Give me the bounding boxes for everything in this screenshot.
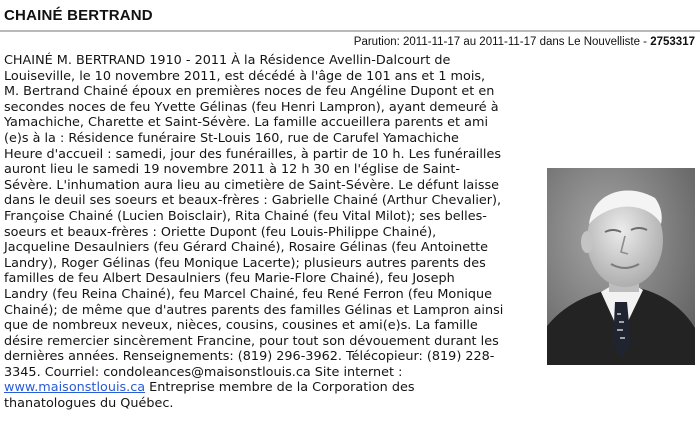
obituary-line: CHAINÉ M. BERTRAND 1910 - 2011 À la Résidence Avellin-Dalcourt de — [4, 53, 451, 68]
obituary-line: (e)s à la : Résidence funéraire St-Louis 160, rue de Carufel Yamachiche — [4, 130, 459, 146]
obituary-line: Chainé); de même que d'autres parents des familles Gélinas et Lampron ainsi — [4, 302, 504, 318]
deceased-portrait-photo — [547, 168, 695, 365]
portrait-illustration — [547, 168, 695, 365]
obituary-line: soeurs et beaux-frères : Oriette Dupont (feu Louis-Philippe Chainé), — [4, 224, 437, 240]
obituary-line: Yamachiche, Charette et Saint-Sévère. La famille accueillera parents et ami — [4, 115, 489, 131]
obituary-line: M. Bertrand Chainé époux en premières noces de feu Angéline Dupont et en — [4, 84, 495, 100]
publication-info — [354, 36, 695, 48]
obituary-line: Sévère. L'inhumation aura lieu au cimetière de Saint-Sévère. Le défunt laisse — [4, 177, 500, 193]
obituary-line: Jacqueline Desaulniers (feu Gérard Chainé), Rosaire Gélinas (feu Antoinette — [4, 240, 489, 256]
header-divider — [0, 30, 700, 32]
obituary-line: Louiseville, le 10 novembre 2011, est décédé à l'âge de 101 ans et 1 mois, — [4, 68, 486, 84]
website-link[interactable]: www.maisonstlouis.ca — [4, 380, 146, 396]
obituary-line: familles de feu Albert Desaulniers (feu Marie-Flore Chainé), feu Joseph — [4, 271, 455, 287]
portrait-ear — [581, 231, 593, 253]
obituary-line: thanatologues du Québec. — [4, 396, 174, 412]
obituary-line-tail: Entreprise membre de la Corporation des — [145, 380, 415, 396]
obituary-line: Françoise Chainé (Lucien Boisclair), Rita Chainé (feu Vital Milot); ses belles- — [4, 208, 487, 224]
obituary-title: CHAINÉ BERTRAND — [4, 7, 153, 24]
obituary-line: auront lieu le samedi 19 novembre 2011 à 12 h 30 en l'église de Saint- — [4, 162, 461, 178]
obituary-line: Landry (feu Reina Chainé), feu Marcel Chainé, feu René Ferron (feu Monique — [4, 286, 493, 302]
obituary-line: désire remercier sincèrement Francine, pour tout son dévouement durant les — [4, 333, 499, 349]
obituary-body — [4, 53, 534, 412]
obituary-line: que de nombreux neveux, nièces, cousins, cousines et ami(e)s. La famille — [4, 318, 478, 334]
obituary-line: secondes noces de feu Yvette Gélinas (feu Henri Lampron), ayant demeuré à — [4, 99, 499, 115]
obituary-line: Heure d'accueil : samedi, jour des funérailles, à partir de 10 h. Les funérailles — [4, 146, 502, 162]
publication-number: 2753317 — [650, 36, 695, 48]
obituary-line: dans le deuil ses soeurs et beaux-frères : Gabrielle Chainé (Arthur Chevalier), — [4, 193, 502, 209]
obituary-line: 3345. Courriel: condoleances@maisonstlouis.ca Site internet : — [4, 364, 403, 380]
obituary-line: Landry), Roger Gélinas (feu Monique Lacerte); plusieurs autres parents des — [4, 255, 486, 271]
publication-text: Parution: 2011-11-17 au 2011-11-17 dans Le Nouvelliste - — [353, 36, 651, 48]
obituary-link-line — [4, 380, 534, 396]
obituary-line: dernières années. Renseignements: (819) 296-3962. Télécopieur: (819) 228- — [4, 349, 495, 365]
